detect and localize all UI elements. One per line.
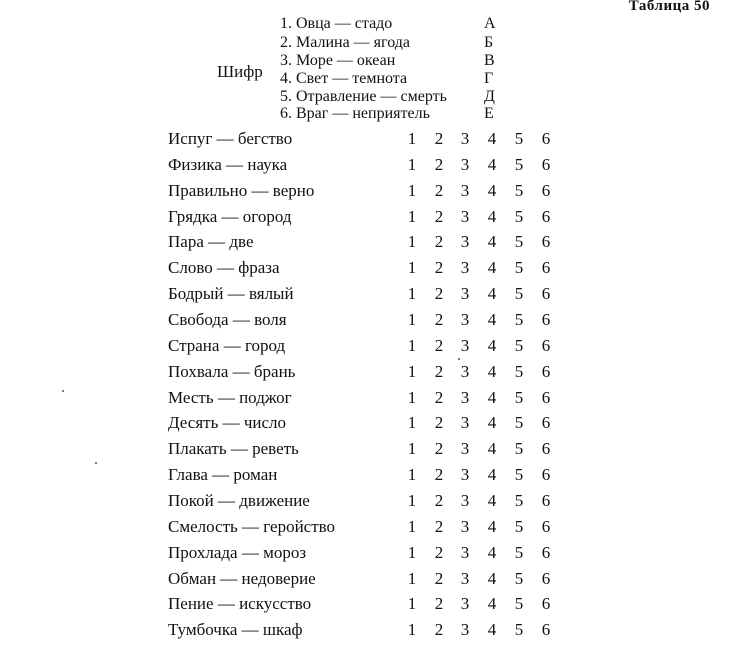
option-number[interactable]: 6: [541, 439, 551, 459]
option-number[interactable]: 6: [541, 129, 551, 148]
option-number[interactable]: 2: [434, 620, 444, 640]
option-number[interactable]: 2: [434, 439, 444, 459]
option-number[interactable]: 4: [487, 490, 497, 510]
option-number[interactable]: 4: [487, 516, 497, 536]
option-number[interactable]: 3: [460, 180, 470, 200]
option-number[interactable]: 6: [541, 310, 551, 329]
option-number[interactable]: 6: [541, 206, 551, 226]
word-pair: Обман — недоверие: [168, 568, 316, 588]
word-pair: Пение — искусство: [168, 594, 312, 614]
option-number[interactable]: 4: [487, 413, 497, 433]
option-number[interactable]: 1: [407, 465, 417, 485]
option-number[interactable]: 6: [541, 284, 551, 304]
option-number[interactable]: 2: [434, 465, 444, 485]
option-number[interactable]: 5: [514, 413, 524, 433]
option-number[interactable]: 4: [487, 129, 497, 148]
option-number[interactable]: 6: [541, 180, 551, 200]
option-number[interactable]: 1: [407, 620, 417, 640]
option-number[interactable]: 5: [514, 387, 524, 407]
option-number[interactable]: 2: [434, 594, 444, 614]
option-number[interactable]: 2: [434, 284, 444, 304]
option-number[interactable]: 6: [541, 516, 551, 536]
option-number[interactable]: 4: [487, 568, 497, 588]
option-number[interactable]: 3: [460, 568, 470, 588]
option-number[interactable]: 3: [460, 258, 470, 278]
word-pair: Испуг — бегство: [168, 129, 293, 148]
option-number[interactable]: 2: [434, 232, 444, 252]
option-number[interactable]: 1: [407, 284, 417, 304]
option-number[interactable]: 4: [487, 387, 497, 407]
option-number[interactable]: 5: [514, 180, 524, 200]
option-number[interactable]: 1: [407, 594, 417, 614]
option-number[interactable]: 3: [460, 335, 470, 355]
option-number[interactable]: 5: [514, 361, 524, 381]
option-number[interactable]: 5: [514, 594, 524, 614]
option-number[interactable]: 3: [460, 206, 470, 226]
word-pair: Правильно — верно: [168, 180, 315, 200]
option-number[interactable]: 3: [460, 129, 470, 148]
option-number[interactable]: 2: [434, 129, 444, 148]
option-number[interactable]: 1: [407, 206, 417, 226]
option-number[interactable]: 6: [541, 335, 551, 355]
option-number[interactable]: 6: [541, 490, 551, 510]
option-number[interactable]: 5: [514, 310, 524, 329]
word-pair: Месть — поджог: [168, 387, 292, 407]
option-number[interactable]: 3: [460, 284, 470, 304]
option-number[interactable]: 4: [487, 180, 497, 200]
option-number[interactable]: 4: [487, 620, 497, 640]
option-number[interactable]: 2: [434, 387, 444, 407]
option-number[interactable]: 1: [407, 335, 417, 355]
option-number[interactable]: 1: [407, 387, 417, 407]
option-number[interactable]: 3: [460, 594, 470, 614]
option-number[interactable]: 4: [487, 284, 497, 304]
option-number[interactable]: 1: [407, 154, 417, 174]
word-pair: Слово — фраза: [168, 258, 280, 278]
option-number[interactable]: 2: [434, 568, 444, 588]
option-number[interactable]: 4: [487, 310, 497, 329]
option-number[interactable]: 2: [434, 154, 444, 174]
option-number[interactable]: 4: [487, 258, 497, 278]
option-number[interactable]: 4: [487, 361, 497, 381]
option-number[interactable]: 5: [514, 542, 524, 562]
option-number[interactable]: 4: [487, 154, 497, 174]
option-number[interactable]: 6: [541, 258, 551, 278]
option-number[interactable]: 5: [514, 129, 524, 148]
word-pair: Десять — число: [168, 413, 286, 433]
option-number[interactable]: 5: [514, 465, 524, 485]
option-number[interactable]: 2: [434, 335, 444, 355]
print-speck: [458, 358, 460, 360]
word-pair: Свобода — воля: [168, 310, 287, 329]
option-number[interactable]: 2: [434, 310, 444, 329]
word-pair: Грядка — огород: [168, 206, 292, 226]
option-number[interactable]: 3: [460, 361, 470, 381]
key-letter: В: [484, 52, 495, 69]
table-title: Таблица 50: [628, 0, 710, 14]
option-number[interactable]: 2: [434, 490, 444, 510]
option-number[interactable]: 3: [460, 413, 470, 433]
option-number[interactable]: 6: [541, 620, 551, 640]
option-number[interactable]: 6: [541, 465, 551, 485]
key-item: 3. Море — океан: [280, 52, 396, 69]
key-item: 4. Свет — темнота: [280, 70, 408, 87]
word-pair: Глава — роман: [168, 465, 278, 485]
option-number[interactable]: 4: [487, 335, 497, 355]
option-number[interactable]: 3: [460, 542, 470, 562]
option-number[interactable]: 5: [514, 258, 524, 278]
option-number[interactable]: 1: [407, 490, 417, 510]
key-letter: А: [484, 15, 496, 32]
key-letter: Д: [484, 88, 495, 105]
option-number[interactable]: 1: [407, 568, 417, 588]
key-item: 5. Отравление — смерть: [280, 88, 447, 105]
option-number[interactable]: 3: [460, 620, 470, 640]
word-pair: Плакать — реветь: [168, 439, 299, 459]
option-number[interactable]: 2: [434, 258, 444, 278]
word-pair: Страна — город: [168, 335, 286, 355]
option-number[interactable]: 6: [541, 387, 551, 407]
option-number[interactable]: 1: [407, 413, 417, 433]
cipher-label: Шифр: [217, 62, 263, 81]
option-number[interactable]: 2: [434, 361, 444, 381]
option-number[interactable]: 6: [541, 154, 551, 174]
print-speck: [95, 462, 97, 464]
key-letter: Е: [484, 105, 494, 122]
option-number[interactable]: 6: [541, 361, 551, 381]
option-number[interactable]: 6: [541, 413, 551, 433]
option-number[interactable]: 2: [434, 516, 444, 536]
option-number[interactable]: 5: [514, 490, 524, 510]
option-number[interactable]: 6: [541, 232, 551, 252]
option-number[interactable]: 6: [541, 568, 551, 588]
word-pair: Бодрый — вялый: [168, 284, 294, 304]
word-pair: Покой — движение: [168, 490, 310, 510]
option-number[interactable]: 3: [460, 516, 470, 536]
option-number[interactable]: 4: [487, 206, 497, 226]
key-item: 2. Малина — ягода: [280, 34, 410, 51]
option-number[interactable]: 5: [514, 206, 524, 226]
option-number[interactable]: 1: [407, 542, 417, 562]
option-number[interactable]: 4: [487, 232, 497, 252]
option-number[interactable]: 1: [407, 516, 417, 536]
option-number[interactable]: 1: [407, 439, 417, 459]
option-number[interactable]: 1: [407, 180, 417, 200]
option-number[interactable]: 2: [434, 180, 444, 200]
option-number[interactable]: 1: [407, 258, 417, 278]
option-number[interactable]: 4: [487, 465, 497, 485]
word-pair: Физика — наука: [168, 154, 288, 174]
word-pair: Тумбочка — шкаф: [168, 620, 303, 640]
word-pair: Прохлада — мороз: [168, 542, 307, 562]
option-number[interactable]: 1: [407, 232, 417, 252]
option-number[interactable]: 2: [434, 542, 444, 562]
option-number[interactable]: 3: [460, 490, 470, 510]
option-number[interactable]: 1: [407, 361, 417, 381]
print-speck: [62, 390, 64, 392]
option-number[interactable]: 5: [514, 154, 524, 174]
option-number[interactable]: 3: [460, 465, 470, 485]
option-number[interactable]: 3: [460, 232, 470, 252]
option-number[interactable]: 5: [514, 335, 524, 355]
key-item: 1. Овца — стадо: [280, 15, 393, 32]
key-item: 6. Враг — неприятель: [280, 105, 430, 122]
option-number[interactable]: 3: [460, 310, 470, 329]
option-number[interactable]: 1: [407, 129, 417, 148]
key-letter: Г: [484, 70, 494, 87]
option-number[interactable]: 5: [514, 568, 524, 588]
word-pair: Похвала — брань: [168, 361, 296, 381]
option-number[interactable]: 4: [487, 594, 497, 614]
option-number[interactable]: 4: [487, 439, 497, 459]
word-pair: Смелость — геройство: [168, 516, 336, 536]
option-number[interactable]: 5: [514, 232, 524, 252]
option-number[interactable]: 3: [460, 387, 470, 407]
option-number[interactable]: 5: [514, 284, 524, 304]
key-letter: Б: [484, 34, 494, 51]
option-number[interactable]: 6: [541, 542, 551, 562]
option-number[interactable]: 2: [434, 413, 444, 433]
option-number[interactable]: 5: [514, 620, 524, 640]
word-pair: Пара — две: [168, 232, 254, 252]
option-number[interactable]: 3: [460, 154, 470, 174]
option-number[interactable]: 5: [514, 516, 524, 536]
option-number[interactable]: 1: [407, 310, 417, 329]
option-number[interactable]: 3: [460, 439, 470, 459]
option-number[interactable]: 6: [541, 594, 551, 614]
option-number[interactable]: 5: [514, 439, 524, 459]
option-number[interactable]: 2: [434, 206, 444, 226]
option-number[interactable]: 4: [487, 542, 497, 562]
